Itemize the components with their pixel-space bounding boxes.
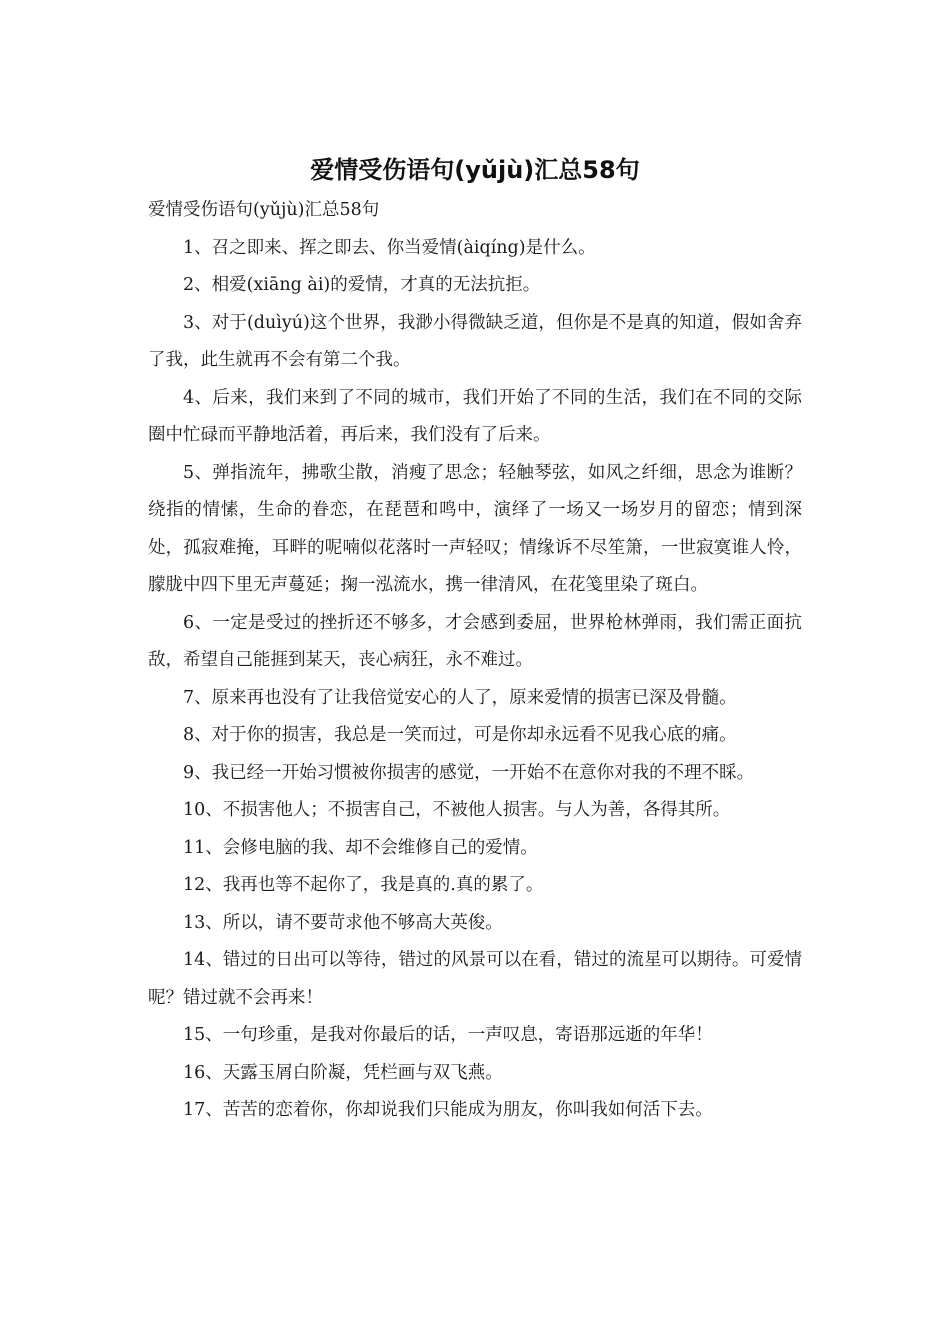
paragraph-10: 10、不损害他人；不损害自己，不被他人损害。与人为善，各得其所。 (183, 800, 731, 820)
paragraph-4: 4、后来，我们来到了不同的城市，我们开始了不同的生活，我们在不同的交际圈中忙碌而平静地活着，再后来，我们没有了后来。 (148, 387, 802, 445)
paragraph-16: 16、天露玉屑白阶凝，凭栏画与双飞燕。 (183, 1062, 503, 1083)
document-subtitle: 爱情受伤语句(yǔjù)汇总58句 (148, 200, 380, 220)
paragraph-6: 6、一定是受过的挫折还不够多，才会感到委屈，世界枪林弹雨，我们需正面抗敌，希望自己能捱到某天，丧心病狂，永不难过。 (148, 612, 802, 670)
paragraph-7: 7、原来再也没有了让我倍觉安心的人了，原来爱情的损害已深及骨髓。 (183, 687, 737, 708)
document-title: 爱情受伤语句(yǔjù)汇总58句 (310, 156, 640, 184)
paragraph-8: 8、对于你的损害，我总是一笑而过，可是你却永远看不见我心底的痛。 (183, 725, 737, 745)
paragraph-5: 5、弹指流年，拂歌尘散，消瘦了思念；轻触琴弦，如风之纤细，思念为谁断？绕指的情愫，生命的眷恋，在琵琶和鸣中，演绎了一场又一场岁月的留恋；情到深处，孤寂难掩，耳畔的呢喃似花落时一声轻叹；情缘诉不尽笙箫，一世寂寞谁人怜，朦胧中四下里无声蔓延；掬一泓流水，携一律清风，在花笺里染了斑白。 (148, 462, 802, 595)
paragraph-9: 9、我已经一开始习惯被你损害的感觉，一开始不在意你对我的不理不睬。 (183, 762, 755, 783)
document-body (148, 192, 802, 1130)
paragraph-13: 13、所以，请不要苛求他不够高大英俊。 (183, 912, 503, 933)
paragraph-2: 2、相爱(xiāng ài)的爱情，才真的无法抗拒。 (183, 275, 541, 295)
paragraph-3: 3、对于(duìyú)这个世界，我渺小得微缺乏道，但你是不是真的知道，假如舍弃了我，此生就再不会有第二个我。 (148, 312, 802, 370)
paragraph-1: 1、召之即来、挥之即去、你当爱情(àiqíng)是什么。 (183, 237, 596, 258)
paragraph-12: 12、我再也等不起你了，我是真的.真的累了。 (183, 875, 544, 895)
paragraph-11: 11、会修电脑的我、却不会维修自己的爱情。 (183, 837, 538, 858)
paragraph-14: 14、错过的日出可以等待，错过的风景可以在看，错过的流星可以期待。可爱情呢？错过就不会再来！ (148, 950, 802, 1008)
paragraph-15: 15、一句珍重，是我对你最后的话，一声叹息，寄语那远逝的年华！ (183, 1025, 713, 1045)
paragraph-17: 17、苦苦的恋着你，你却说我们只能成为朋友，你叫我如何活下去。 (183, 1100, 713, 1120)
